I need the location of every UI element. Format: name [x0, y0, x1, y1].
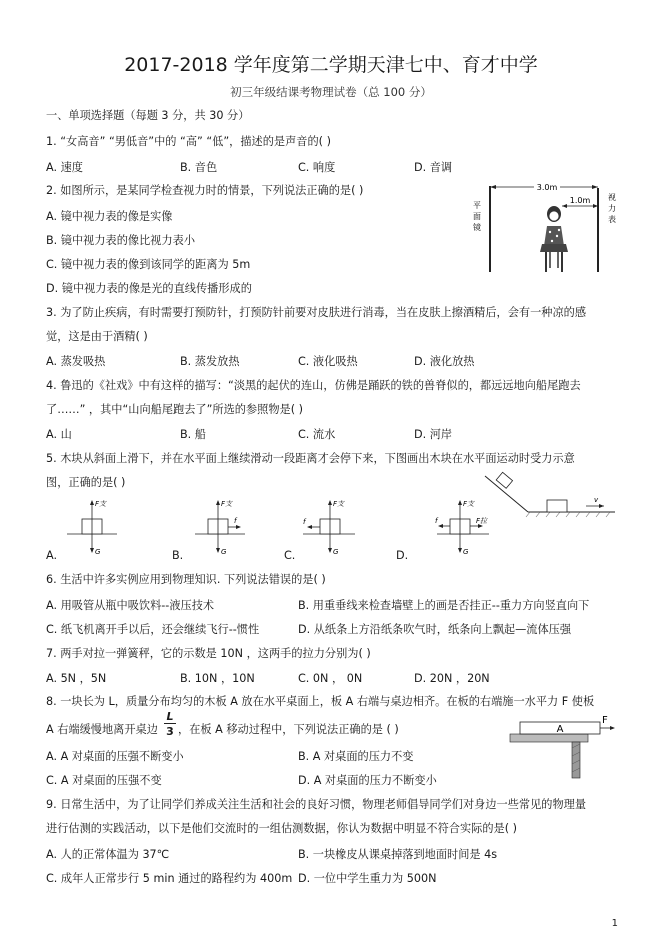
q8-fraction-numerator: L: [166, 710, 174, 723]
q4-option-d: D. 河岸: [414, 428, 453, 441]
mirror-label-1: 平: [473, 201, 481, 210]
q3-stem-line2: 觉，这是由于酒精( ): [46, 330, 148, 343]
q6-option-a: A. 用吸管从瓶中吸饮料--液压技术: [46, 599, 215, 612]
q6-option-d: D. 从纸条上方沿纸条吹气时，纸条向上飘起—流体压强: [298, 623, 572, 636]
chart-label-2: 力: [608, 204, 616, 213]
velocity-label: v: [594, 496, 599, 504]
q4-option-a: A. 山: [46, 428, 72, 441]
q3-option-b: B. 蒸发放热: [180, 355, 240, 368]
section-heading: 一、单项选择题（每题 3 分，共 30 分）: [46, 109, 250, 122]
q7-stem: 7. 两手对拉一弹簧秤，它的示数是 10N ，这两手的拉力分别为( ): [46, 647, 371, 660]
q2-option-b: B. 镜中视力表的像比视力表小: [46, 234, 196, 247]
q8-stem-line2b: ，在板 A 移动过程中，下列说法正确的是 ( ): [178, 723, 399, 736]
q8-fraction-denominator: 3: [166, 725, 174, 738]
q5-option-b: B.: [172, 549, 184, 562]
q5-option-a: A.: [46, 549, 58, 562]
q3-option-c: C. 液化吸热: [298, 355, 358, 368]
q9-stem-line1: 9. 日常生活中，为了让同学们养成关注生活和社会的良好习惯，物理老师倡导同学们对身边一些常见的物理量: [46, 798, 587, 811]
q7-option-b: B. 10N ，10N: [180, 672, 255, 685]
board-a-label: A: [556, 724, 564, 735]
fb-support: F支: [221, 500, 233, 508]
q1-option-a: A. 速度: [46, 161, 83, 174]
q8-option-d: D. A 对桌面的压力不断变小: [298, 774, 437, 787]
fc-friction: f: [303, 518, 306, 526]
q7-option-c: C. 0N ， 0N: [298, 672, 363, 685]
q3-option-d: D. 液化放热: [414, 355, 475, 368]
q2-option-c: C. 镜中视力表的像到该同学的距离为 5m: [46, 258, 251, 271]
q1-option-b: B. 音色: [180, 161, 218, 174]
chart-label-3: 表: [608, 215, 616, 224]
fd-friction: f: [435, 517, 438, 525]
fc-support: F支: [333, 500, 345, 508]
q7-option-d: D. 20N ，20N: [414, 672, 490, 685]
q1-option-d: D. 音调: [414, 161, 453, 174]
exam-subtitle: 初三年级结课考物理试卷（总 100 分）: [230, 85, 432, 99]
mirror-label-3: 镜: [473, 223, 481, 232]
force-diagram-d: [432, 497, 494, 559]
q6-option-c: C. 纸飞机离开手以后，还会继续飞行--惯性: [46, 623, 260, 636]
board-table-figure: [508, 712, 618, 780]
q6-stem: 6. 生活中许多实例应用到物理知识. 下列说法错误的是( ): [46, 573, 326, 586]
q9-stem-line2: 进行估测的实践活动，以下是他们交流时的一组估测数据，你认为数据中明显不符合实际的是( ): [46, 822, 517, 835]
q1-stem: 1. “女高音” “男低音”中的 “高” “低”，描述的是声音的( ): [46, 135, 331, 148]
q3-option-a: A. 蒸发吸热: [46, 355, 106, 368]
fa-gravity: G: [95, 548, 101, 556]
q8-option-a: A. A 对桌面的压强不断变小: [46, 750, 184, 763]
force-f-label: F: [602, 715, 608, 726]
seated-girl-icon: [540, 206, 568, 272]
fb-gravity: G: [221, 548, 227, 556]
force-diagram-b: [190, 497, 250, 559]
chart-label-1: 视: [608, 193, 616, 202]
q7-option-a: A. 5N ，5N: [46, 672, 107, 685]
dist-3m-label: 3.0m: [536, 183, 558, 192]
q4-option-c: C. 流水: [298, 428, 336, 441]
fd-pull: F拉: [476, 517, 488, 525]
q5-option-c: C.: [284, 549, 296, 562]
fb-friction: f: [234, 517, 237, 525]
q6-option-b: B. 用重垂线来检查墙壁上的画是否挂正--重力方向竖直向下: [298, 599, 590, 612]
q8-stem-line1: 8. 一块长为 L，质量分布均匀的木板 A 放在水平桌面上，板 A 右端与桌边相齐。在板的右端施一水平力 F 使板: [46, 695, 595, 708]
dist-1m-label: 1.0m: [569, 196, 591, 205]
q3-stem-line1: 3. 为了防止疾病，有时需要打预防针，打预防针前要对皮肤进行消毒，当在皮肤上擦酒精后，会有一种凉的感: [46, 306, 587, 319]
q4-stem-line2: 了……” ，其中“山向船尾跑去了”所选的参照物是( ): [46, 403, 303, 416]
force-diagram-c: [298, 497, 360, 559]
exam-title: 2017-2018 学年度第二学期天津七中、育才中学: [124, 54, 538, 76]
q2-option-d: D. 镜中视力表的像是光的直线传播形成的: [46, 282, 252, 295]
fc-gravity: G: [333, 548, 339, 556]
q1-option-c: C. 响度: [298, 161, 336, 174]
q9-option-a: A. 人的正常体温为 37℃: [46, 848, 170, 861]
q5-option-d: D.: [396, 549, 409, 562]
mirror-label-2: 面: [473, 212, 481, 221]
q8-option-c: C. A 对桌面的压强不变: [46, 774, 162, 787]
q9-option-b: B. 一块橡皮从课桌掉落到地面时间是 4s: [298, 848, 498, 861]
q4-option-b: B. 船: [180, 428, 206, 441]
q2-stem: 2. 如图所示，是某同学检查视力时的情景，下列说法正确的是( ): [46, 184, 364, 197]
q9-option-c: C. 成年人正常步行 5 min 通过的路程约为 400m: [46, 872, 293, 885]
fd-gravity: G: [463, 548, 469, 556]
q5-stem-line1: 5. 木块从斜面上滑下，并在水平面上继续滑动一段距离才会停下来，下图画出木块在水平面运动时受力示意: [46, 452, 575, 465]
q8-stem-line2a: A 右端缓慢地离开桌边: [46, 723, 158, 736]
q9-option-d: D. 一位中学生重力为 500N: [298, 872, 437, 885]
page-number: 1: [611, 918, 618, 929]
q8-fraction-bar: [164, 723, 176, 724]
q4-stem-line1: 4. 鲁迅的《社戏》中有这样的描写：“淡黑的起伏的连山，仿佛是踊跃的铁的兽脊似的，都远远地向船尾跑去: [46, 379, 581, 392]
q2-option-a: A. 镜中视力表的像是实像: [46, 210, 173, 223]
fa-support: F支: [95, 500, 107, 508]
eye-test-figure: [466, 178, 631, 276]
force-diagram-a: [62, 497, 122, 559]
incline-figure: [480, 470, 620, 520]
q5-stem-line2: 图，正确的是( ): [46, 476, 126, 489]
q8-option-b: B. A 对桌面的压力不变: [298, 750, 414, 763]
fd-support: F支: [463, 500, 475, 508]
